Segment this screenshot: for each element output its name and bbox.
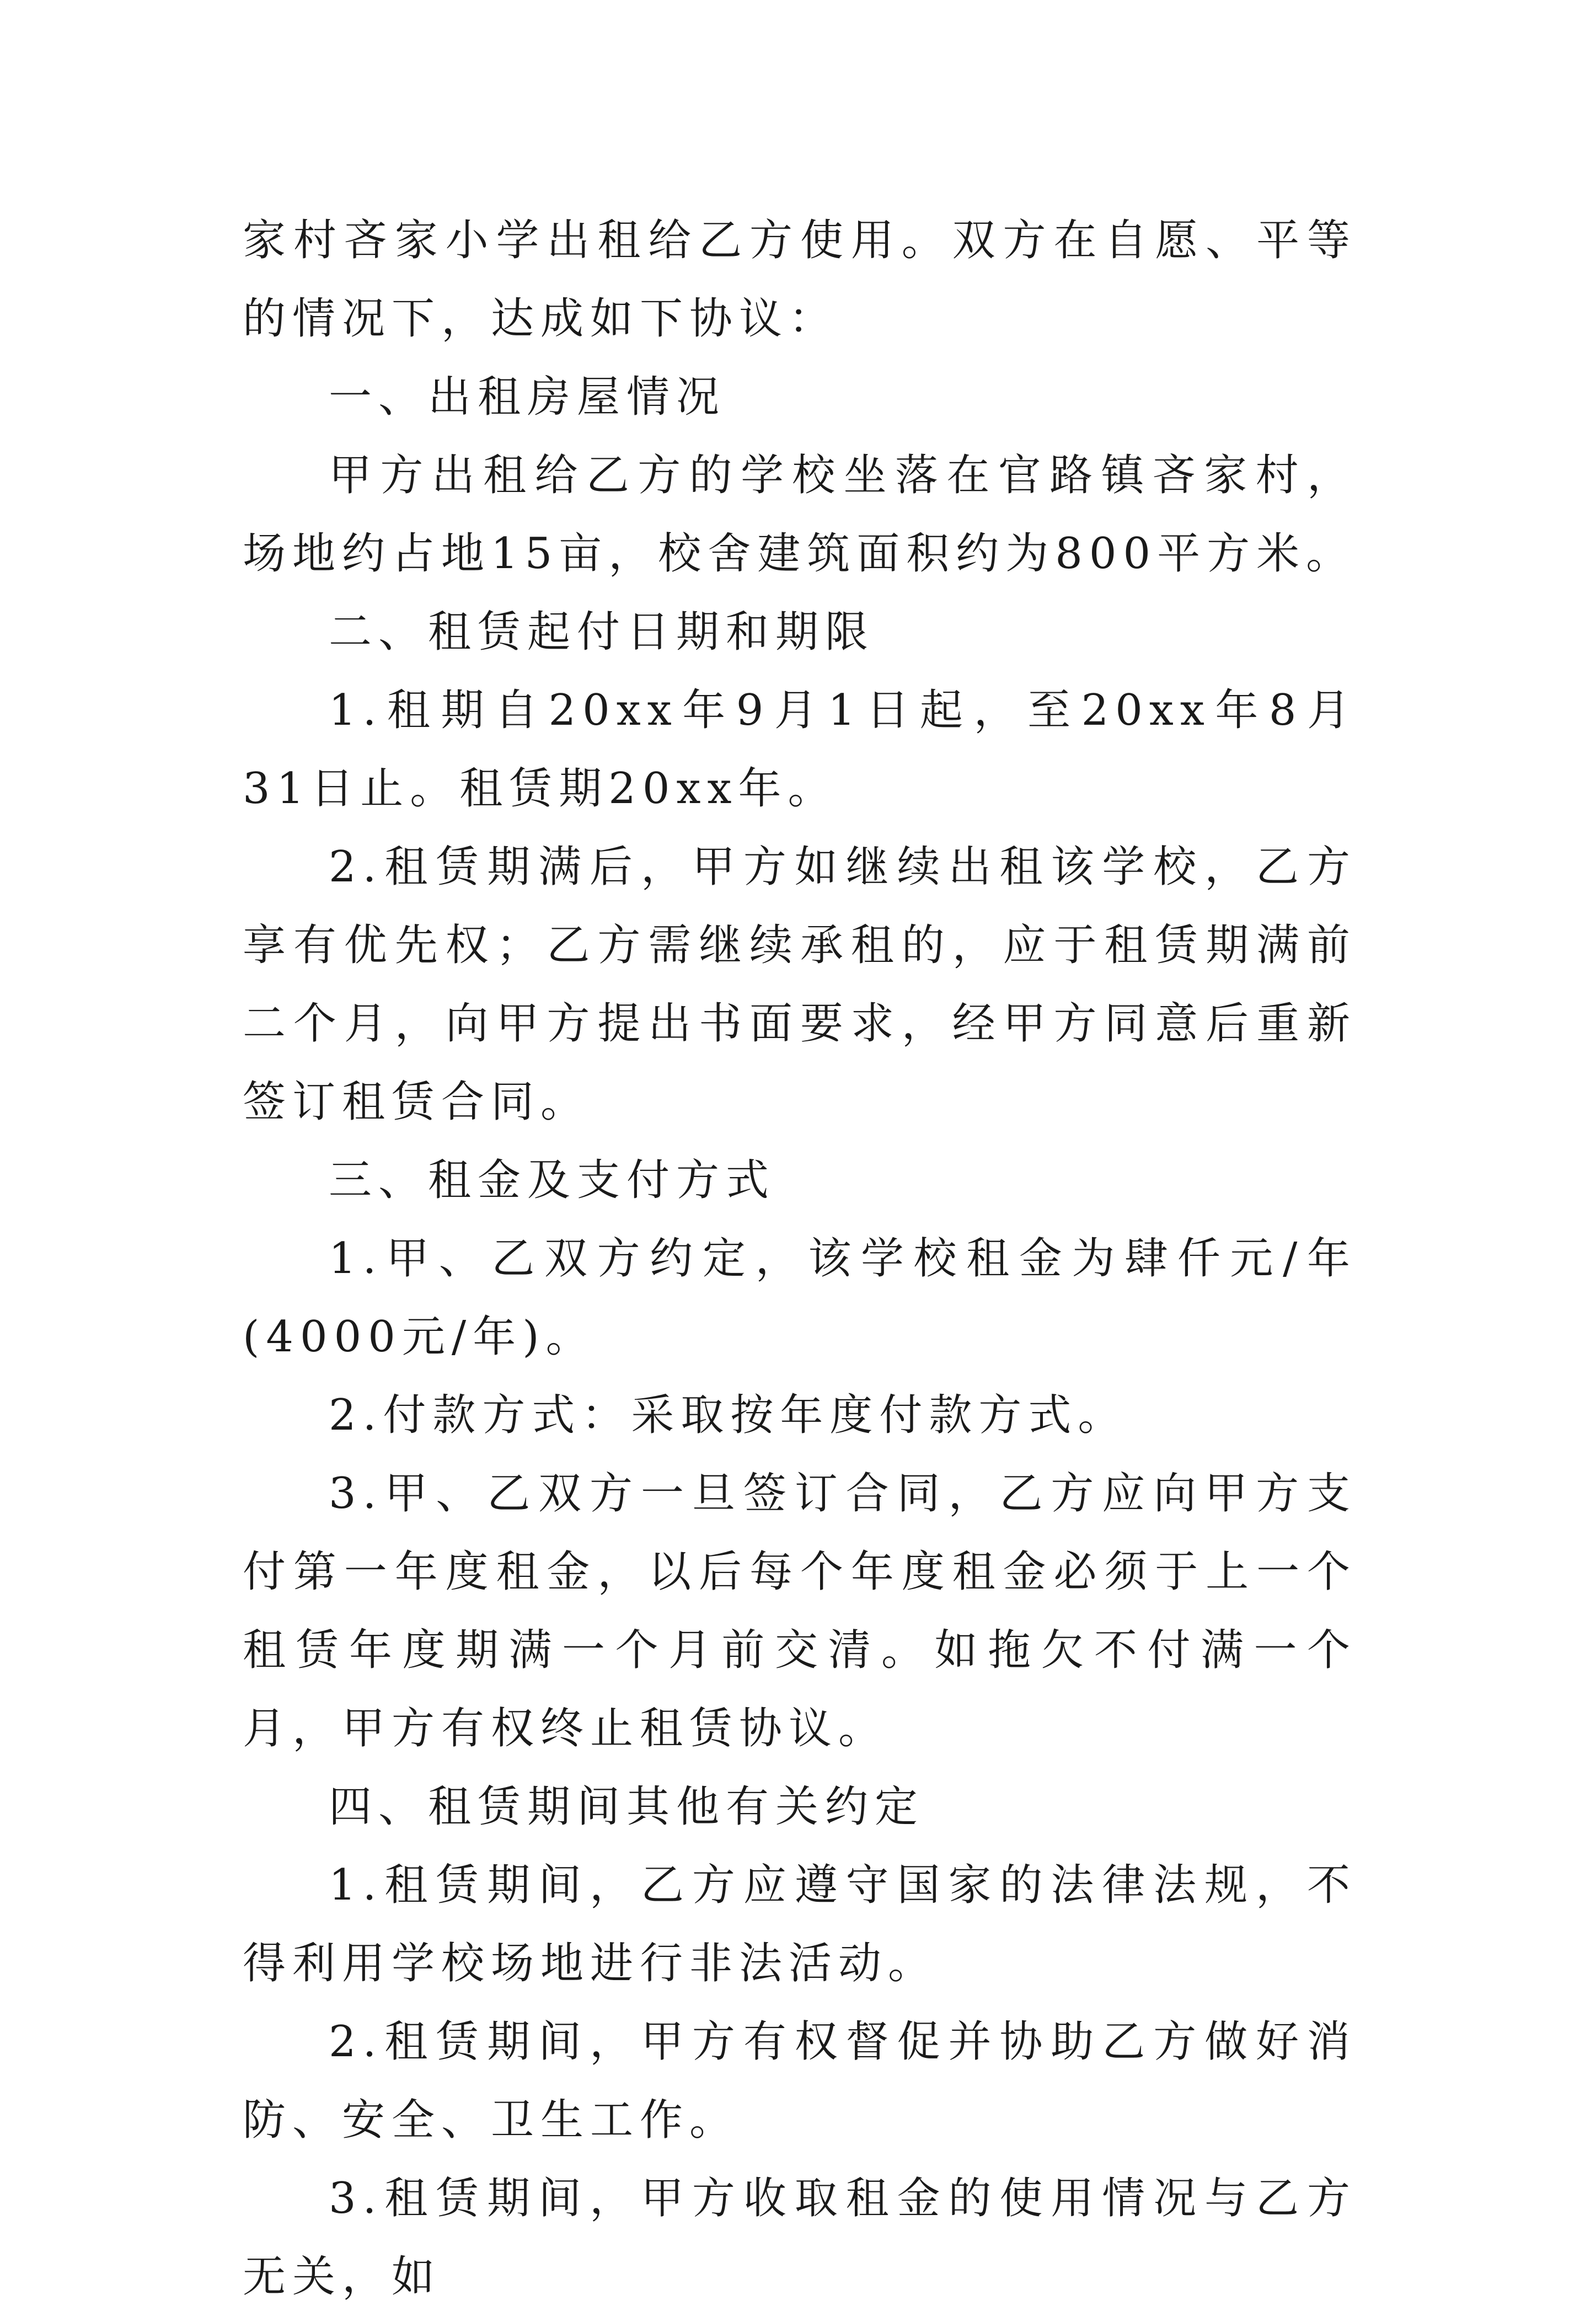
paragraph: 家村吝家小学出租给乙方使用。双方在自愿、平等的情况下，达成如下协议：	[243, 216, 1357, 344]
document-body	[243, 201, 1357, 2316]
paragraph: 2.租赁期满后，甲方如继续出租该学校，乙方享有优先权；乙方需继续承租的，应于租赁期满前二个月，向甲方提出书面要求，经甲方同意后重新签订租赁合同。	[243, 842, 1357, 1127]
paragraph: 1.租期自20xx年9月1日起，至20xx年8月31日止。租赁期20xx年。	[243, 686, 1357, 814]
paragraph: 3.租赁期间，甲方收取租金的使用情况与乙方无关，如	[243, 2174, 1357, 2302]
paragraph: 1.租赁期间，乙方应遵守国家的法律法规，不得利用学校场地进行非法活动。	[243, 1860, 1357, 1988]
section-heading: 三、租金及支付方式	[329, 1156, 776, 1205]
paragraph: 3.甲、乙双方一旦签订合同，乙方应向甲方支付第一年度租金，以后每个年度租金必须于上一个租赁年度期满一个月前交清。如拖欠不付满一个月，甲方有权终止租赁协议。	[243, 1469, 1357, 1753]
paragraph: 2.租赁期间，甲方有权督促并协助乙方做好消防、安全、卫生工作。	[243, 2017, 1357, 2145]
paragraph: 甲方出租给乙方的学校坐落在官路镇吝家村，场地约占地15亩，校舍建筑面积约为800平方米。	[243, 451, 1357, 579]
paragraph: 1.甲、乙双方约定，该学校租金为肆仟元/年(4000元/年)。	[243, 1234, 1357, 1362]
section-heading: 二、租赁起付日期和期限	[329, 607, 875, 657]
section-heading: 四、租赁期间其他有关约定	[329, 1782, 925, 1832]
paragraph: 2.付款方式：采取按年度付款方式。	[329, 1390, 1128, 1440]
section-heading: 一、出租房屋情况	[329, 372, 726, 422]
